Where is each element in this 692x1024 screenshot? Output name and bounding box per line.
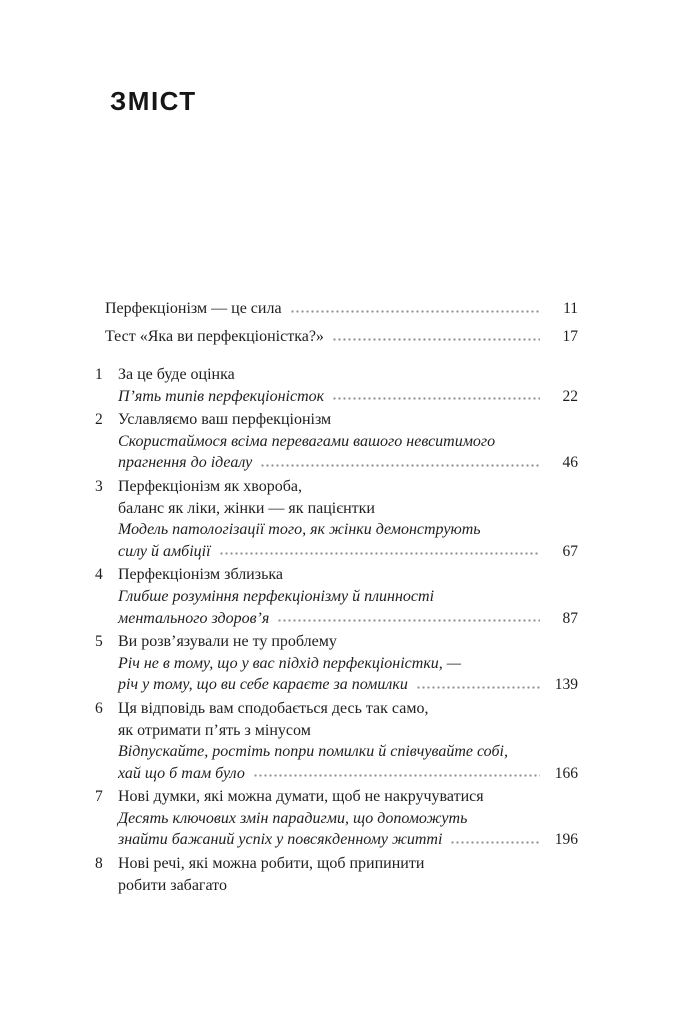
toc-chapter-list	[95, 364, 578, 896]
chapter-title: За це буде оцінка	[118, 366, 235, 383]
chapter-subtitle: силу й амбіції	[118, 542, 211, 560]
dotted-leader	[253, 774, 540, 777]
toc-line	[95, 674, 578, 696]
page-number: 87	[562, 609, 578, 627]
chapter-subtitle: П’ять типів перфекціоністок	[118, 387, 325, 405]
toc-line	[95, 541, 578, 563]
page-number: 17	[562, 328, 578, 345]
chapter-number: 8	[95, 855, 103, 873]
toc-line	[95, 763, 578, 785]
toc-line	[95, 608, 578, 630]
toc-line	[95, 741, 578, 763]
dotted-leader	[260, 464, 540, 467]
toc-line	[95, 808, 578, 830]
toc-line	[95, 653, 578, 675]
chapter-number: 6	[95, 699, 103, 717]
chapter-title: Ця відповідь вам сподобається десь так само,	[118, 699, 429, 717]
toc-line	[105, 324, 578, 350]
chapter-title: Перфекціонізм зблизька	[118, 566, 283, 584]
chapter-number: 4	[95, 566, 103, 584]
chapter-number: 7	[95, 788, 103, 806]
chapter-number: 5	[95, 633, 103, 651]
toc-chapter-entry	[95, 698, 578, 784]
toc-line	[95, 586, 578, 608]
chapter-title: як отримати п’ять з мінусом	[118, 721, 311, 739]
dotted-leader	[416, 686, 540, 689]
dotted-leader	[290, 310, 540, 313]
chapter-subtitle: ментального здоров’я	[118, 609, 270, 627]
chapter-number: 1	[95, 366, 103, 383]
toc-line	[95, 476, 578, 498]
toc-chapter-entry	[95, 853, 578, 896]
chapter-title: Перфекціонізм як хвороба,	[118, 477, 302, 495]
toc-chapter-entry	[95, 364, 578, 407]
chapter-title: Тест «Яка ви перфекціоністка?»	[105, 328, 324, 345]
toc-chapter-entry	[95, 631, 578, 696]
toc-line	[95, 386, 578, 408]
toc-chapter-entry	[95, 409, 578, 474]
toc-line	[95, 498, 578, 520]
toc-line	[95, 564, 578, 586]
chapter-subtitle: Глибше розуміння перфекціонізму й плинності	[118, 587, 435, 605]
chapter-number: 2	[95, 411, 103, 429]
chapter-subtitle: Річ не в тому, що у вас підхід перфекціоністки, —	[118, 654, 462, 672]
toc-line	[95, 519, 578, 541]
chapter-title: Уславляємо ваш перфекціонізм	[118, 411, 332, 429]
dotted-leader	[332, 338, 540, 341]
dotted-leader	[277, 619, 540, 622]
toc-line	[95, 698, 578, 720]
toc-line	[95, 409, 578, 431]
toc-line	[95, 853, 578, 875]
toc-chapter-entry	[95, 476, 578, 562]
toc-line	[105, 296, 578, 322]
toc-line	[95, 829, 578, 851]
chapter-subtitle: прагнення до ідеалу	[118, 454, 253, 472]
page-number: 67	[562, 542, 578, 560]
toc-line	[95, 720, 578, 742]
chapter-subtitle: річ у тому, що ви себе караєте за помилки	[118, 676, 408, 694]
chapter-title: баланс як ліки, жінки — як пацієнтки	[118, 499, 375, 517]
toc-line	[95, 431, 578, 453]
chapter-title: Нові речі, які можна робити, щоб припинити	[118, 855, 425, 873]
chapter-number: 3	[95, 477, 103, 495]
page-number: 22	[562, 387, 578, 405]
dotted-leader	[219, 552, 540, 555]
chapter-subtitle: хай що б там було	[118, 764, 245, 782]
toc-line	[95, 875, 578, 897]
toc-line	[95, 452, 578, 474]
page-number: 196	[554, 831, 578, 849]
toc-chapter-entry	[95, 564, 578, 629]
page-number: 166	[554, 764, 578, 782]
page-title: ЗМІСТ	[110, 86, 197, 116]
page-number: 139	[554, 676, 578, 694]
page-number: 46	[562, 454, 578, 472]
chapter-subtitle: знайти бажаний успіх у повсякденному житті	[118, 831, 443, 849]
dotted-leader	[450, 841, 540, 844]
chapter-title: Ви розв’язували не ту проблему	[118, 633, 337, 651]
chapter-title: Нові думки, які можна думати, щоб не накручуватися	[118, 788, 484, 806]
chapter-title: робити забагато	[118, 876, 227, 894]
toc-front-item	[105, 324, 578, 350]
toc-chapter-entry	[95, 786, 578, 851]
chapter-subtitle: Модель патологізації того, як жінки демонструють	[118, 521, 481, 539]
chapter-subtitle: Скористаймося всіма перевагами вашого невситимого	[118, 432, 496, 450]
toc-line	[95, 786, 578, 808]
toc-line	[95, 631, 578, 653]
toc-front-item	[105, 296, 578, 322]
chapter-subtitle: Десять ключових змін парадигми, що допоможуть	[118, 809, 468, 827]
chapter-subtitle: Відпускайте, ростіть попри помилки й співчувайте собі,	[118, 743, 508, 761]
dotted-leader	[332, 397, 540, 400]
chapter-title: Перфекціонізм — це сила	[105, 300, 282, 317]
page-number: 11	[563, 300, 578, 317]
toc-front-list	[105, 296, 578, 350]
toc-line	[95, 364, 578, 386]
